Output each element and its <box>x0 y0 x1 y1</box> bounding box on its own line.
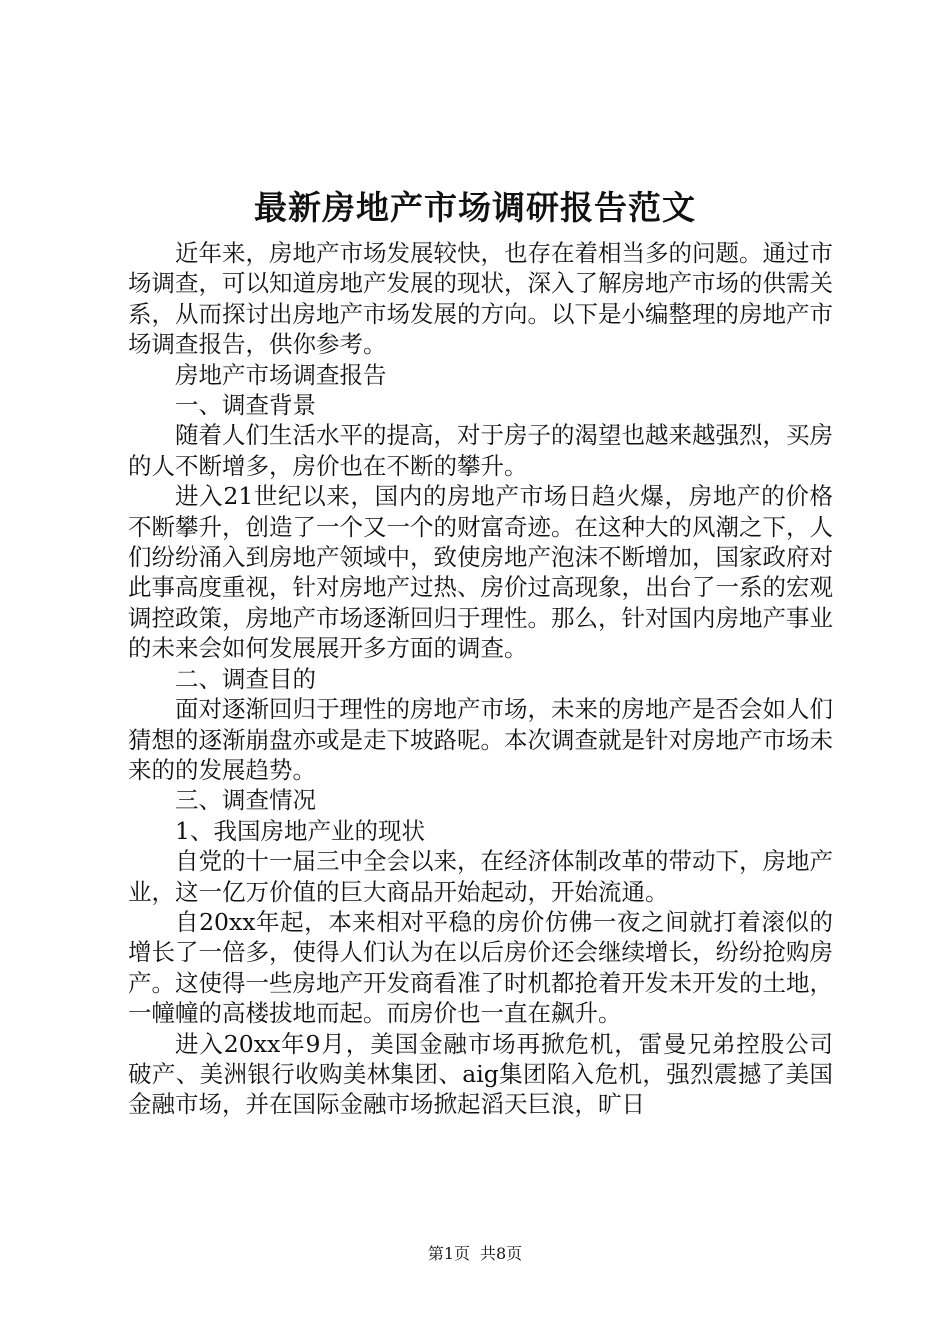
page-footer <box>0 1242 950 1266</box>
paragraph-status-1: 自党的十一届三中全会以来，在经济体制改革的带动下，房地产业，这一亿万价值的巨大商品开始起动，开始流通。 <box>128 847 833 906</box>
section-heading-purpose: 二、调查目的 <box>175 664 316 693</box>
paragraph-background-2: 进入21世纪以来，国内的房地产市场日趋火爆，房地产的价格不断攀升，创造了一个又一个的财富奇迹。在这种大的风潮之下，人们纷纷涌入到房地产领域中，致使房地产泡沫不断增加，国家政府对此事高度重视，针对房地产过热、房价过高现象，出台了一系的宏观调控政策，房地产市场逐渐回归于理性。那么，针对国内房地产事业的未来会如何发展展开多方面的调查。 <box>128 482 833 663</box>
subsection-heading-status: 1、我国房地产业的现状 <box>175 816 425 845</box>
page-number: 第1页 <box>427 1244 470 1263</box>
page-total: 共8页 <box>480 1244 523 1263</box>
section-heading-background: 一、调查背景 <box>175 391 316 420</box>
document-body <box>128 238 833 1120</box>
paragraph-background-1: 随着人们生活水平的提高，对于房子的渴望也越来越强烈，买房的人不断增多，房价也在不断的攀升。 <box>128 421 833 480</box>
section-heading-situation: 三、调查情况 <box>175 786 316 815</box>
paragraph-purpose: 面对逐渐回归于理性的房地产市场，未来的房地产是否会如人们猜想的逐渐崩盘亦或是走下坡路呢。本次调查就是针对房地产市场未来的的发展趋势。 <box>128 695 833 784</box>
report-heading: 房地产市场调查报告 <box>175 360 387 389</box>
paragraph-intro: 近年来，房地产市场发展较快，也存在着相当多的问题。通过市场调查，可以知道房地产发展的现状，深入了解房地产市场的供需关系，从而探讨出房地产市场发展的方向。以下是小编整理的房地产市场调查报告，供你参考。 <box>128 239 833 359</box>
paragraph-status-2: 自20xx年起，本来相对平稳的房价仿佛一夜之间就打着滚似的增长了一倍多，使得人们认为在以后房价还会继续增长，纷纷抢购房产。这使得一些房地产开发商看准了时机都抢着开发未开发的土地，一幢幢的高楼拔地而起。而房价也一直在飙升。 <box>128 907 833 1028</box>
document-title: 最新房地产市场调研报告范文 <box>254 188 696 227</box>
paragraph-status-3: 进入20xx年9月，美国金融市场再掀危机，雷曼兄弟控股公司破产、美洲银行收购美林集团、aig集团陷入危机，强烈震撼了美国金融市场，并在国际金融市场掀起滔天巨浪，旷日 <box>128 1029 833 1119</box>
